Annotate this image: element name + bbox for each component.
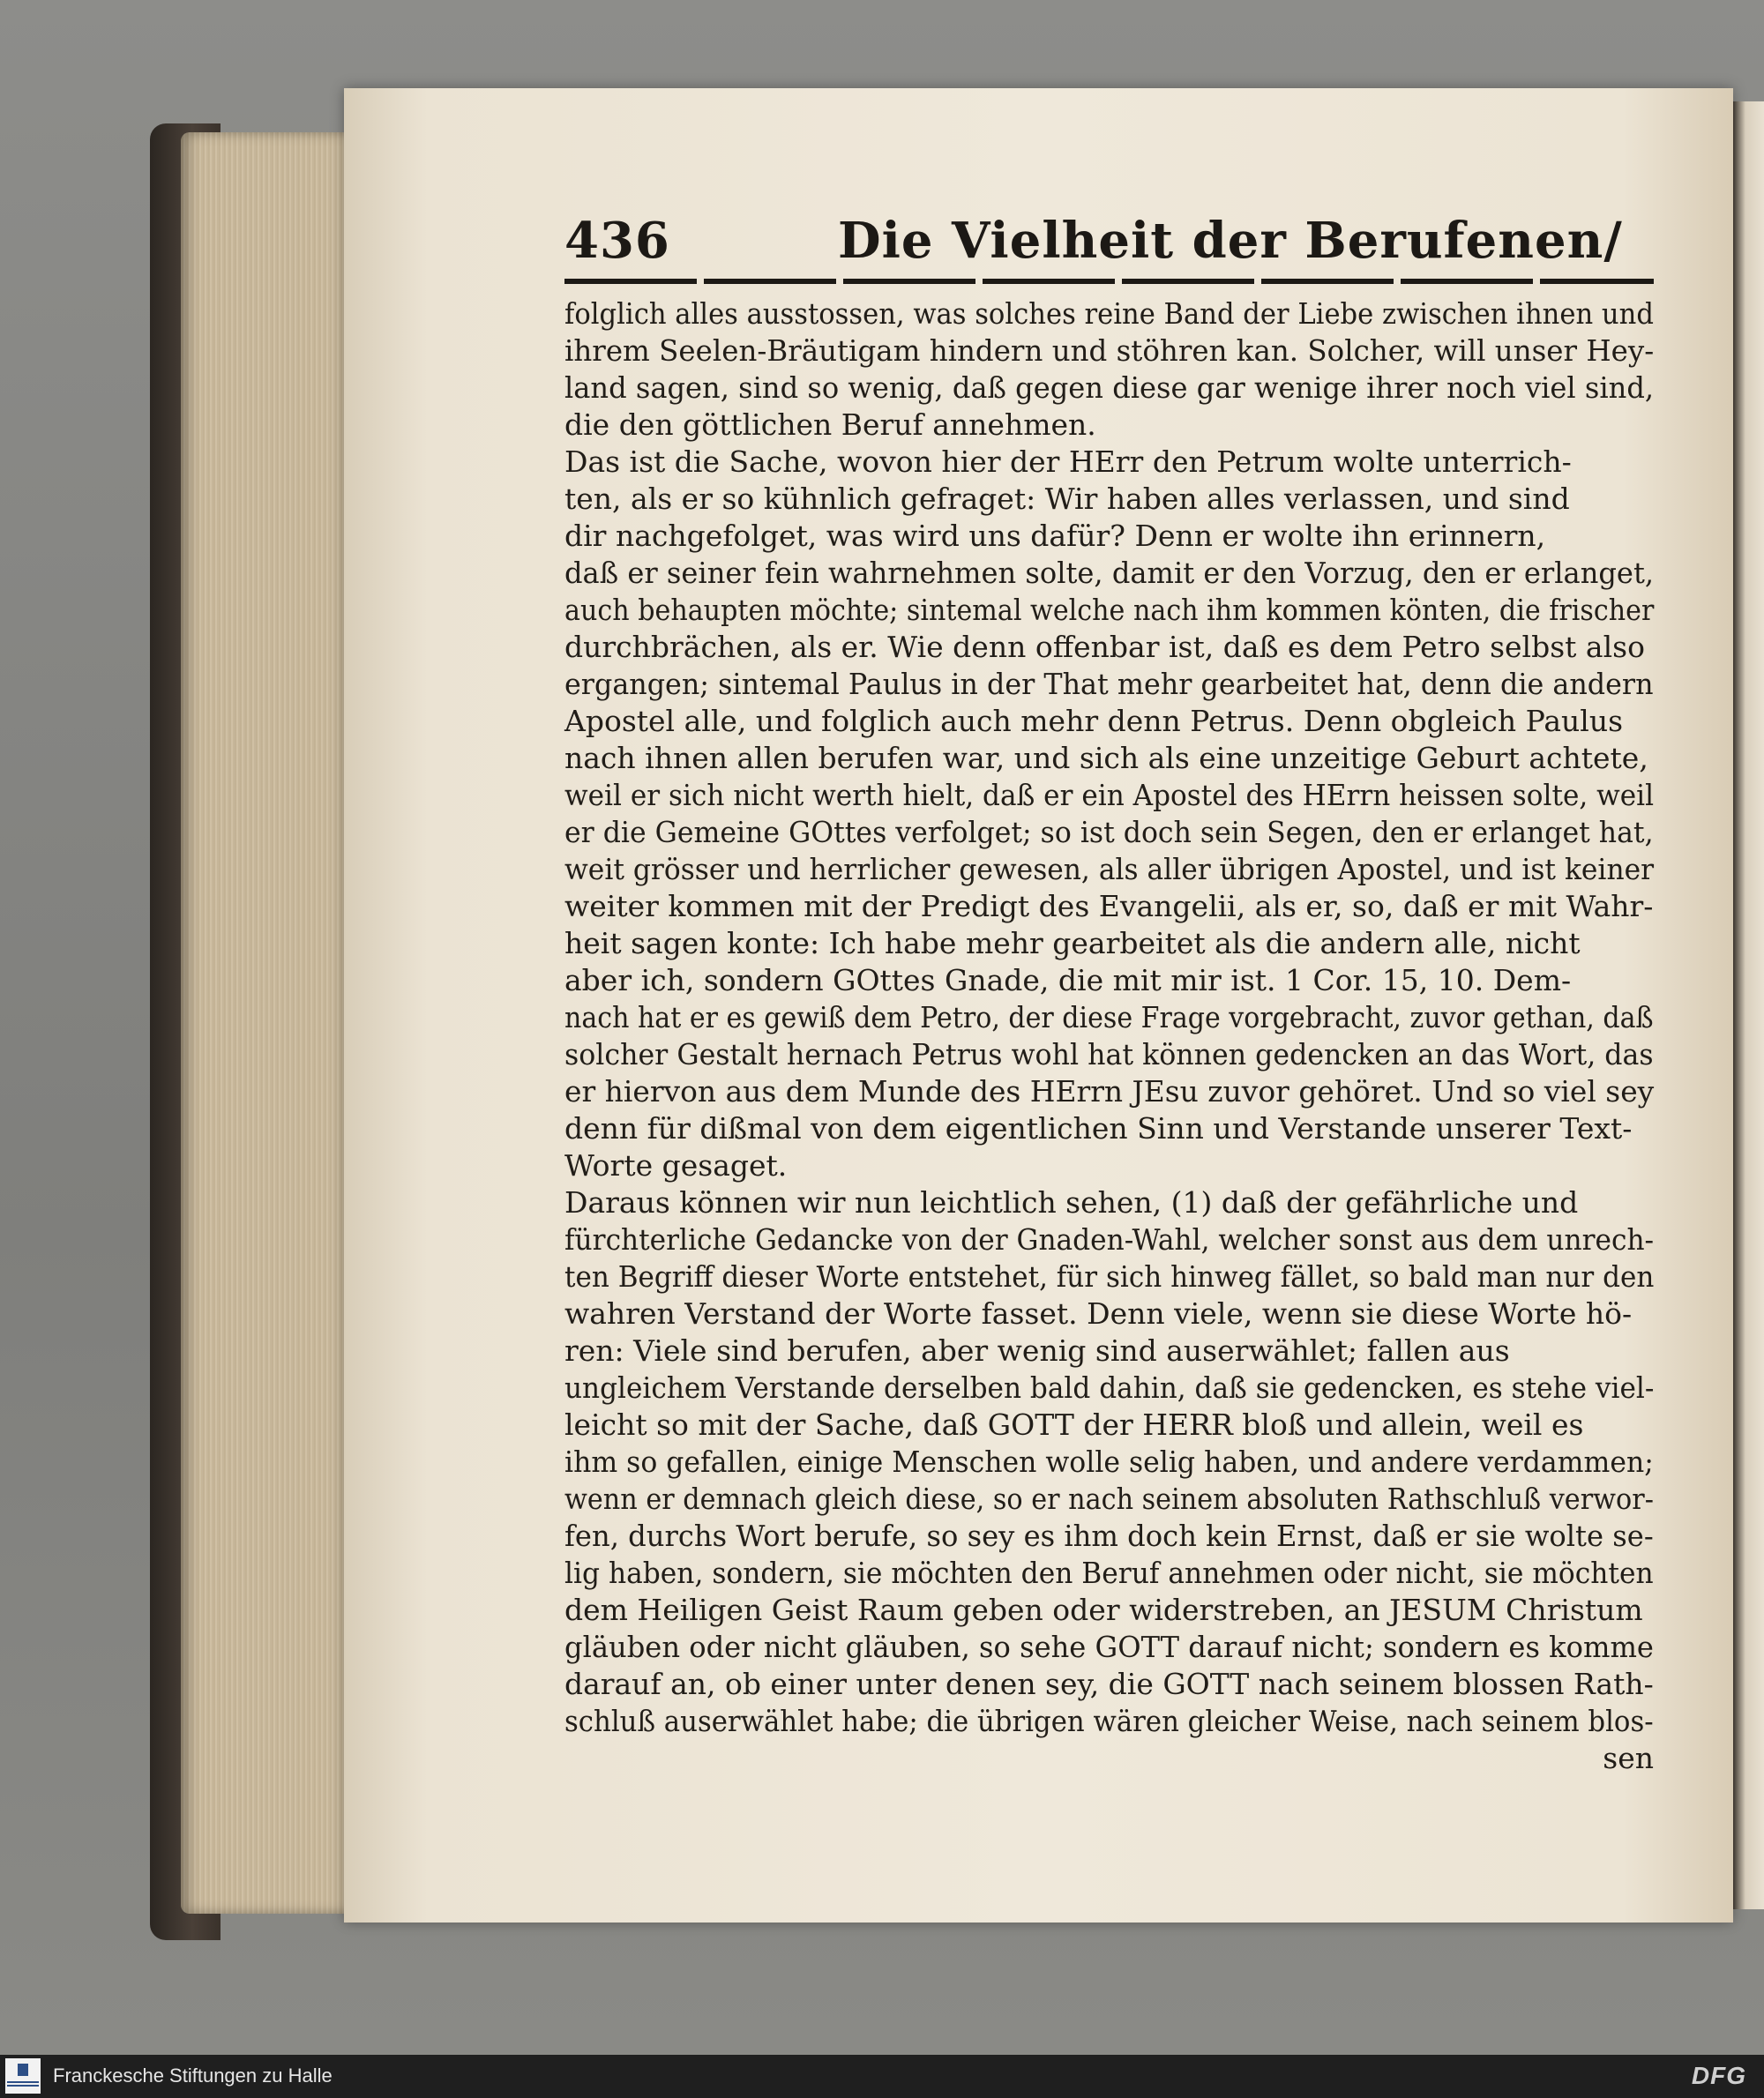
text-line: heit sagen konte: Ich habe mehr gearbeitet als die andern alle, nicht xyxy=(564,926,1581,960)
text-line: ten, als er so kühnlich gefraget: Wir haben alles verlassen, und sind xyxy=(564,482,1570,516)
page-edges xyxy=(181,132,348,1914)
text-line: lig haben, sondern, sie möchten den Beruf annehmen oder nicht, sie möchten xyxy=(564,1556,1654,1590)
footer-provider-logo: DFG xyxy=(1691,2062,1746,2089)
body-text xyxy=(564,295,1654,1777)
text-line: solcher Gestalt hernach Petrus wohl hat können gedencken an das Wort, das xyxy=(564,1037,1654,1071)
text-line: denn für dißmal von dem eigentlichen Sinn und Verstande unserer Text- xyxy=(564,1111,1633,1146)
text-line: die den göttlichen Beruf annehmen. xyxy=(564,407,1096,442)
text-line: aber ich, sondern GOttes Gnade, die mit mir ist. 1 Cor. 15, 10. Dem- xyxy=(564,963,1572,997)
text-line: ihm so gefallen, einige Menschen wolle selig haben, und andere verdammen; xyxy=(564,1445,1654,1479)
page-number: 436 xyxy=(564,212,670,270)
text-line: ten Begriff dieser Worte entstehet, für sich hinweg fället, so bald man nur den xyxy=(564,1259,1655,1294)
viewer-footer xyxy=(0,2055,1764,2098)
text-line: fürchterliche Gedancke von der Gnaden-Wahl, welcher sonst aus dem unrech- xyxy=(564,1222,1655,1257)
text-line: land sagen, sind so wenig, daß gegen diese gar wenige ihrer noch viel sind, xyxy=(564,370,1655,405)
text-line: wenn er demnach gleich diese, so er nach seinem absoluten Rathschluß verwor- xyxy=(564,1482,1654,1516)
text-line: durchbrächen, als er. Wie denn offenbar ist, daß es dem Petro selbst also xyxy=(564,630,1645,664)
text-line: leicht so mit der Sache, daß GOTT der HERR bloß und allein, weil es xyxy=(564,1407,1584,1442)
footer-institution: Franckesche Stiftungen zu Halle xyxy=(53,2064,333,2087)
text-line: dem Heiligen Geist Raum geben oder widerstreben, an JESUM Christum xyxy=(564,1593,1643,1627)
text-line: ihrem Seelen-Bräutigam hindern und stöhren kan. Solcher, will unser Hey- xyxy=(564,333,1655,368)
text-line: daß er seiner fein wahrnehmen solte, damit er den Vorzug, den er erlanget, xyxy=(564,556,1655,590)
text-line: schluß auserwählet habe; die übrigen wären gleicher Weise, nach seinem blos- xyxy=(564,1704,1654,1738)
page-header-title: Die Vielheit der Berufenen/ xyxy=(838,212,1623,270)
text-line: gläuben oder nicht gläuben, so sehe GOTT darauf nicht; sondern es komme xyxy=(564,1630,1654,1664)
book-gutter xyxy=(1733,101,1764,1909)
running-head xyxy=(564,212,1654,282)
text-line: fen, durchs Wort berufe, so sey es ihm doch kein Ernst, daß er sie wolte se- xyxy=(564,1519,1654,1553)
text-line: weil er sich nicht werth hielt, daß er ein Apostel des HErrn heissen solte, weil xyxy=(564,778,1655,812)
text-line: folglich alles ausstossen, was solches reine Band der Liebe zwischen ihnen und xyxy=(564,296,1654,331)
text-line: nach ihnen allen berufen war, und sich als eine unzeitige Geburt achtete, xyxy=(564,741,1648,775)
text-line: Daraus können wir nun leichtlich sehen, (1) daß der gefährliche und xyxy=(564,1185,1579,1220)
text-line: darauf an, ob einer unter denen sey, die GOTT nach seinem blossen Rath- xyxy=(564,1667,1654,1701)
text-line: ungleichem Verstande derselben bald dahin, daß sie gedencken, es stehe viel- xyxy=(564,1370,1655,1405)
text-line: auch behaupten möchte; sintemal welche nach ihm kommen könten, die frischer xyxy=(564,593,1655,627)
text-line: Apostel alle, und folglich auch mehr denn Petrus. Denn obgleich Paulus xyxy=(564,704,1624,738)
text-line: weiter kommen mit der Predigt des Evangelii, als er, so, daß er mit Wahr- xyxy=(564,889,1654,923)
text-line: Worte gesaget. xyxy=(564,1148,788,1183)
text-line: er die Gemeine GOttes verfolget; so ist doch sein Segen, den er erlanget hat, xyxy=(564,815,1654,849)
text-line: ren: Viele sind berufen, aber wenig sind auserwählet; fallen aus xyxy=(564,1333,1510,1368)
text-line: Das ist die Sache, wovon hier der HErr den Petrum wolte unterrich- xyxy=(564,444,1572,479)
text-line: dir nachgefolget, was wird uns dafür? Denn er wolte ihn erinnern, xyxy=(564,519,1546,553)
text-line: wahren Verstand der Worte fasset. Denn viele, wenn sie diese Worte hö- xyxy=(564,1296,1633,1331)
institution-logo-icon xyxy=(5,2058,41,2094)
text-line: weit grösser und herrlicher gewesen, als aller übrigen Apostel, und ist keiner xyxy=(564,852,1655,886)
header-rule xyxy=(564,279,1654,284)
text-line: ergangen; sintemal Paulus in der That mehr gearbeitet hat, denn die andern xyxy=(564,667,1654,701)
text-line: er hiervon aus dem Munde des HErrn JEsu zuvor gehöret. Und so viel sey xyxy=(564,1074,1655,1109)
text-line: nach hat er es gewiß dem Petro, der diese Frage vorgebracht, zuvor gethan, daß xyxy=(564,1000,1654,1034)
catchword: sen xyxy=(1603,1741,1654,1775)
